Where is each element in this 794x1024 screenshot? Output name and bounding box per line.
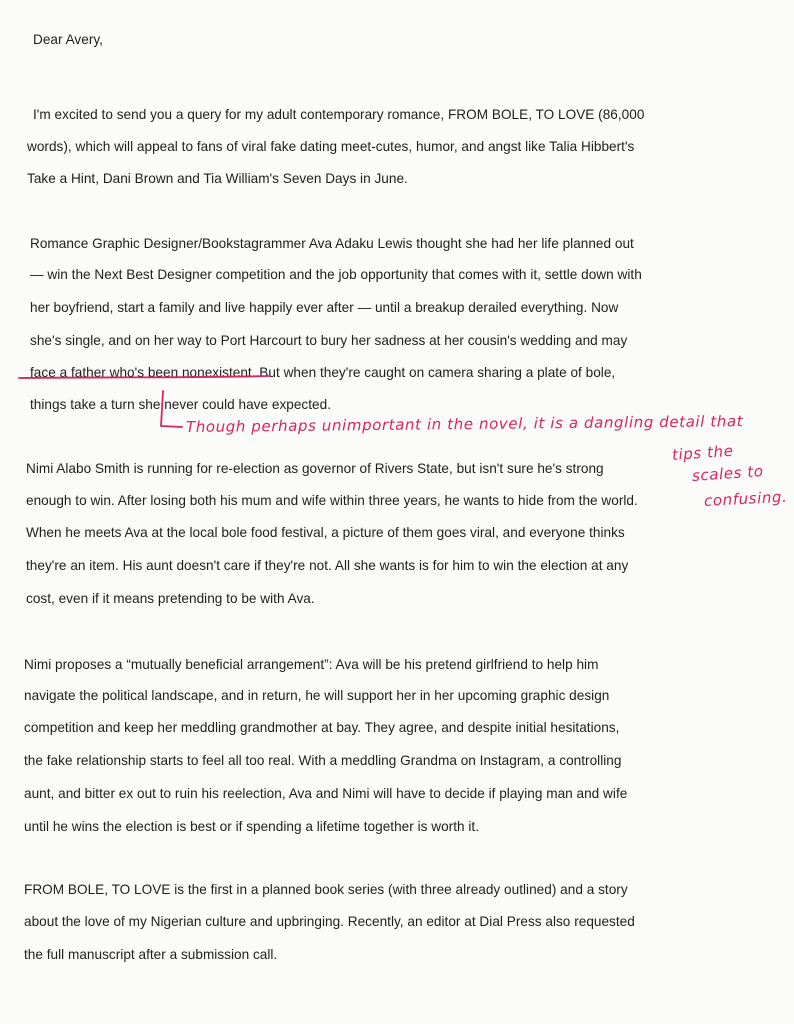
paragraph-2-line-2: — win the Next Best Designer competition and the job opportunity that comes with it, settle down with [30,267,642,282]
paragraph-4-line-2: navigate the political landscape, and in return, he will support her in her upcoming graphic design [24,688,610,703]
annotation-line-2: tips the [671,441,735,464]
paragraph-3-line-5: cost, even if it means pretending to be with Ava. [26,591,315,606]
paragraph-1-line-1: I'm excited to send you a query for my adult contemporary romance, FROM BOLE, TO LOVE (86,000 [33,107,645,122]
paragraph-1-line-3: Take a Hint, Dani Brown and Tia William's Seven Days in June. [27,171,408,186]
annotation-line-3: scales to [691,462,765,485]
paragraph-2-line-6: things take a turn she never could have expected. [30,397,331,412]
paragraph-5-line-1: FROM BOLE, TO LOVE is the first in a planned book series (with three already outlined) and a story [24,882,628,897]
underline-mark [19,376,270,378]
paragraph-4-line-6: until he wins the election is best or if spending a lifetime together is worth it. [24,819,479,834]
paragraph-4-line-5: aunt, and bitter ex out to ruin his reelection, Ava and Nimi will have to decide if playing man and wife [24,786,628,801]
paragraph-3-line-3: When he meets Ava at the local bole food festival, a picture of them goes viral, and everyone thinks [26,525,625,540]
annotation-line-1: Though perhaps unimportant in the novel, it is a dangling detail that [185,412,744,436]
paragraph-2-line-1: Romance Graphic Designer/Bookstagrammer Ava Adaku Lewis thought she had her life planned out [30,236,634,251]
paragraph-4-line-4: the fake relationship starts to feel all too real. With a meddling Grandma on Instagram, a controlling [24,753,622,768]
bracket-mark [161,391,182,427]
paragraph-3-line-2: enough to win. After losing both his mum and wife within three years, he wants to hide from the world. [26,493,638,508]
paragraph-4-line-1: Nimi proposes a “mutually beneficial arrangement”: Ava will be his pretend girlfriend to help him [24,657,599,672]
paragraph-3-line-4: they're an item. His aunt doesn't care if they're not. All she wants is for him to win the election at any [26,558,629,573]
paragraph-4-line-3: competition and keep her meddling grandmother at bay. They agree, and despite initial hesitations, [24,720,620,735]
paragraph-2-line-4: she's single, and on her way to Port Harcourt to bury her sadness at her cousin's wedding and may [30,333,628,348]
salutation: Dear Avery, [33,32,103,47]
paragraph-2-line-3: her boyfriend, start a family and live happily ever after — until a breakup derailed everything. Now [30,300,619,315]
paragraph-3-line-1: Nimi Alabo Smith is running for re-election as governor of Rivers State, but isn't sure he's strong [26,461,604,476]
annotation-line-4: confusing. [703,487,788,510]
paragraph-5-line-3: the full manuscript after a submission call. [24,947,278,962]
paragraph-5-line-2: about the love of my Nigerian culture and upbringing. Recently, an editor at Dial Press also requested [24,914,635,929]
paragraph-1-line-2: words), which will appeal to fans of viral fake dating meet-cutes, humor, and angst like Talia Hibbert's [27,139,635,154]
paragraph-2-line-5: face a father who's been nonexistent. But when they're caught on camera sharing a plate of bole, [30,365,616,380]
